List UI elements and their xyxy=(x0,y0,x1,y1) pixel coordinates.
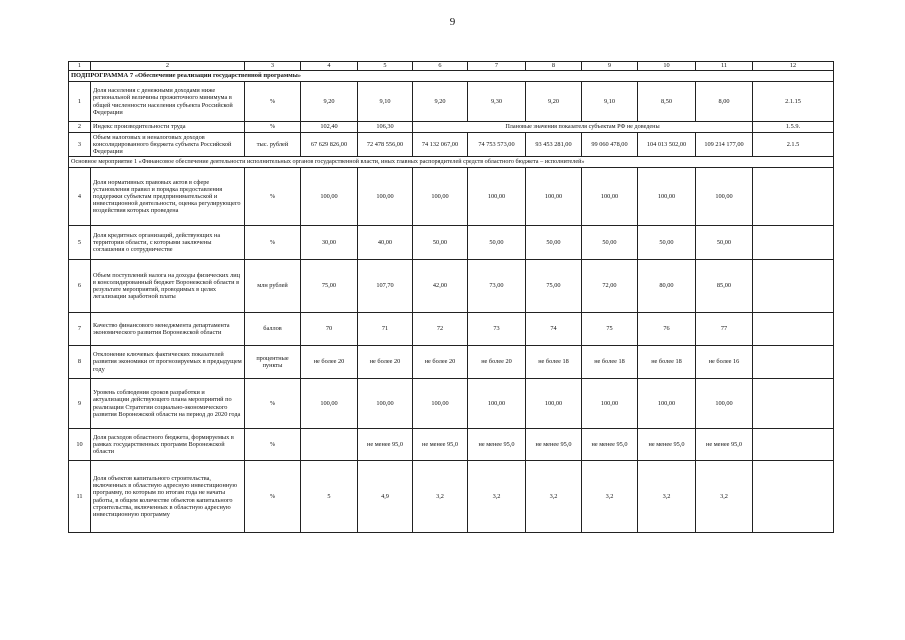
value-cell: 30,00 xyxy=(301,226,358,260)
value-cell: 9,20 xyxy=(301,82,358,122)
page-number: 9 xyxy=(449,16,456,28)
row-number: 9 xyxy=(69,379,91,429)
value-cell: не менее 95,0 xyxy=(582,429,638,461)
value-cell: 100,00 xyxy=(638,168,696,226)
value-cell: не более 20 xyxy=(413,346,468,379)
reference-cell xyxy=(753,379,834,429)
col-number: 8 xyxy=(526,62,582,71)
col-number: 12 xyxy=(753,62,834,71)
indicator-unit: % xyxy=(245,429,301,461)
value-cell: 75 xyxy=(582,313,638,346)
reference-cell xyxy=(753,346,834,379)
value-cell: 106,30 xyxy=(358,122,413,133)
col-number: 6 xyxy=(413,62,468,71)
value-cell: 93 453 281,00 xyxy=(526,133,582,157)
value-cell: 50,00 xyxy=(468,226,526,260)
indicator-unit: % xyxy=(245,168,301,226)
table-row xyxy=(69,346,834,379)
value-cell: 70 xyxy=(301,313,358,346)
value-cell: 100,00 xyxy=(582,168,638,226)
value-cell: 107,70 xyxy=(358,260,413,313)
value-cell: 72,00 xyxy=(582,260,638,313)
indicator-name: Доля кредитных организаций, действующих на территории области, с которыми заключены соглашения о сотрудничестве xyxy=(91,226,245,260)
value-cell: 71 xyxy=(358,313,413,346)
value-cell: 9,20 xyxy=(413,82,468,122)
value-cell: 74 132 067,00 xyxy=(413,133,468,157)
row-number: 2 xyxy=(69,122,91,133)
table-row xyxy=(69,226,834,260)
value-cell: 50,00 xyxy=(526,226,582,260)
reference-cell xyxy=(753,260,834,313)
value-cell: 5 xyxy=(301,461,358,533)
value-cell: 77 xyxy=(696,313,753,346)
value-cell: 100,00 xyxy=(413,379,468,429)
value-cell: 100,00 xyxy=(358,379,413,429)
value-cell: 100,00 xyxy=(301,168,358,226)
value-cell: не менее 95,0 xyxy=(696,429,753,461)
value-cell: 3,2 xyxy=(526,461,582,533)
value-cell: 73,00 xyxy=(468,260,526,313)
value-cell: не более 16 xyxy=(696,346,753,379)
value-cell: 3,2 xyxy=(413,461,468,533)
value-cell: 9,10 xyxy=(582,82,638,122)
reference-cell xyxy=(753,226,834,260)
header-row xyxy=(69,62,834,71)
value-cell: 9,10 xyxy=(358,82,413,122)
value-cell: 72 478 556,00 xyxy=(358,133,413,157)
activity-title: Основное мероприятие 1 «Финансовое обеспечение деятельности исполнительных органов государственной власти, иных главных распорядителей средств областного бюджета – исполнителей» xyxy=(69,157,834,168)
indicator-name: Отклонение ключевых фактических показателей развития экономики от прогнозируемых в предыдущем году xyxy=(91,346,245,379)
value-cell: 8,50 xyxy=(638,82,696,122)
col-number: 4 xyxy=(301,62,358,71)
value-cell: 3,2 xyxy=(582,461,638,533)
value-cell: 99 060 478,00 xyxy=(582,133,638,157)
value-cell: 109 214 177,00 xyxy=(696,133,753,157)
value-cell: 75,00 xyxy=(526,260,582,313)
indicator-name: Доля населения с денежными доходами ниже региональной величины прожиточного минимума в общей численности населения субъекта Российской Федерации xyxy=(91,82,245,122)
row-number: 5 xyxy=(69,226,91,260)
value-cell: 85,00 xyxy=(696,260,753,313)
table-row xyxy=(69,168,834,226)
indicator-name: Качество финансового менеджмента департамента экономического развития Воронежской области xyxy=(91,313,245,346)
value-cell: 67 629 826,00 xyxy=(301,133,358,157)
row-number: 4 xyxy=(69,168,91,226)
row-number: 7 xyxy=(69,313,91,346)
value-cell: не менее 95,0 xyxy=(526,429,582,461)
indicator-unit: млн рублей xyxy=(245,260,301,313)
value-cell: 50,00 xyxy=(582,226,638,260)
col-number: 7 xyxy=(468,62,526,71)
reference-cell xyxy=(753,313,834,346)
value-cell: 50,00 xyxy=(638,226,696,260)
value-cell: 100,00 xyxy=(526,379,582,429)
value-cell: не менее 95,0 xyxy=(638,429,696,461)
indicator-unit: % xyxy=(245,461,301,533)
value-cell: 100,00 xyxy=(638,379,696,429)
value-cell: 102,40 xyxy=(301,122,358,133)
value-cell: 42,00 xyxy=(413,260,468,313)
value-cell: 100,00 xyxy=(526,168,582,226)
value-cell: 73 xyxy=(468,313,526,346)
table-row xyxy=(69,260,834,313)
value-cell: не более 20 xyxy=(301,346,358,379)
indicator-unit: % xyxy=(245,379,301,429)
reference-cell xyxy=(753,461,834,533)
indicator-name: Индекс производительности труда xyxy=(91,122,245,133)
table-row xyxy=(69,461,834,533)
indicator-name: Уровень соблюдения сроков разработки и актуализации действующего плана мероприятий по реализации Стратегии социально-экономического развития Воронежской области на период до 2020 года xyxy=(91,379,245,429)
value-cell: не более 18 xyxy=(582,346,638,379)
subprogram-title: ПОДПРОГРАММА 7 «Обеспечение реализации государственной программы» xyxy=(69,71,834,82)
value-cell: 50,00 xyxy=(696,226,753,260)
value-cell: 100,00 xyxy=(468,168,526,226)
value-cell: 4,9 xyxy=(358,461,413,533)
table-row xyxy=(69,429,834,461)
value-cell: 80,00 xyxy=(638,260,696,313)
value-cell: 104 013 502,00 xyxy=(638,133,696,157)
reference-cell xyxy=(753,429,834,461)
indicators-table xyxy=(68,61,834,533)
indicator-unit: % xyxy=(245,82,301,122)
indicator-name: Доля расходов областного бюджета, формируемых в рамках государственных программ Воронежской области xyxy=(91,429,245,461)
value-cell: не менее 95,0 xyxy=(358,429,413,461)
table-row xyxy=(69,122,834,133)
reference-cell xyxy=(753,168,834,226)
value-cell: 50,00 xyxy=(413,226,468,260)
value-cell xyxy=(301,429,358,461)
table-row xyxy=(69,82,834,122)
value-cell: 8,00 xyxy=(696,82,753,122)
plan-notice: Плановые значения показателя субъектам РФ не доведены xyxy=(413,122,753,133)
value-cell: 100,00 xyxy=(301,379,358,429)
value-cell: 76 xyxy=(638,313,696,346)
col-number: 10 xyxy=(638,62,696,71)
subprogram-row xyxy=(69,71,834,82)
col-number: 3 xyxy=(245,62,301,71)
col-number: 9 xyxy=(582,62,638,71)
value-cell: 100,00 xyxy=(413,168,468,226)
value-cell: 9,20 xyxy=(526,82,582,122)
value-cell: 100,00 xyxy=(468,379,526,429)
value-cell: не менее 95,0 xyxy=(413,429,468,461)
reference-cell: 2.1.15 xyxy=(753,82,834,122)
col-number: 5 xyxy=(358,62,413,71)
value-cell: 100,00 xyxy=(696,168,753,226)
value-cell: 74 xyxy=(526,313,582,346)
row-number: 10 xyxy=(69,429,91,461)
indicator-unit: баллов xyxy=(245,313,301,346)
value-cell: не более 20 xyxy=(358,346,413,379)
value-cell: 40,00 xyxy=(358,226,413,260)
indicator-unit: % xyxy=(245,122,301,133)
row-number: 11 xyxy=(69,461,91,533)
indicator-unit: % xyxy=(245,226,301,260)
indicator-name: Объем поступлений налога на доходы физических лиц в консолидированный бюджет Воронежской области в результате мероприятий, проводимых в целях легализации заработной платы xyxy=(91,260,245,313)
value-cell: 100,00 xyxy=(582,379,638,429)
value-cell: 74 753 573,00 xyxy=(468,133,526,157)
col-number: 1 xyxy=(69,62,91,71)
indicator-name: Объем налоговых и неналоговых доходов консолидированного бюджета субъекта Российской Федерации xyxy=(91,133,245,157)
table-row xyxy=(69,379,834,429)
value-cell: 3,2 xyxy=(468,461,526,533)
table-row xyxy=(69,313,834,346)
row-number: 8 xyxy=(69,346,91,379)
row-number: 1 xyxy=(69,82,91,122)
table-row xyxy=(69,133,834,157)
value-cell: 9,30 xyxy=(468,82,526,122)
value-cell: 3,2 xyxy=(638,461,696,533)
value-cell: не менее 95,0 xyxy=(468,429,526,461)
value-cell: 100,00 xyxy=(696,379,753,429)
reference-cell: 2.1.5 xyxy=(753,133,834,157)
indicator-unit: процентные пункты xyxy=(245,346,301,379)
reference-cell: 1.5.9. xyxy=(753,122,834,133)
value-cell: не более 18 xyxy=(638,346,696,379)
row-number: 6 xyxy=(69,260,91,313)
value-cell: не более 20 xyxy=(468,346,526,379)
value-cell: не более 18 xyxy=(526,346,582,379)
indicator-name: Доля объектов капитального строительства, включенных в областную адресную инвестиционную программу, по которым по итогам года не начаты работы, в общем количестве объектов капитального строительства, включенных в областную адресную инвестиционную программу xyxy=(91,461,245,533)
col-number: 11 xyxy=(696,62,753,71)
row-number: 3 xyxy=(69,133,91,157)
activity-row xyxy=(69,157,834,168)
value-cell: 100,00 xyxy=(358,168,413,226)
indicator-name: Доля нормативных правовых актов в сфере установления правил и порядка предоставления поддержки субъектам предпринимательской и инвестиционной деятельности, оценка регулирующего воздействия которых проведена xyxy=(91,168,245,226)
col-number: 2 xyxy=(91,62,245,71)
value-cell: 75,00 xyxy=(301,260,358,313)
value-cell: 72 xyxy=(413,313,468,346)
indicator-unit: тыс. рублей xyxy=(245,133,301,157)
value-cell: 3,2 xyxy=(696,461,753,533)
